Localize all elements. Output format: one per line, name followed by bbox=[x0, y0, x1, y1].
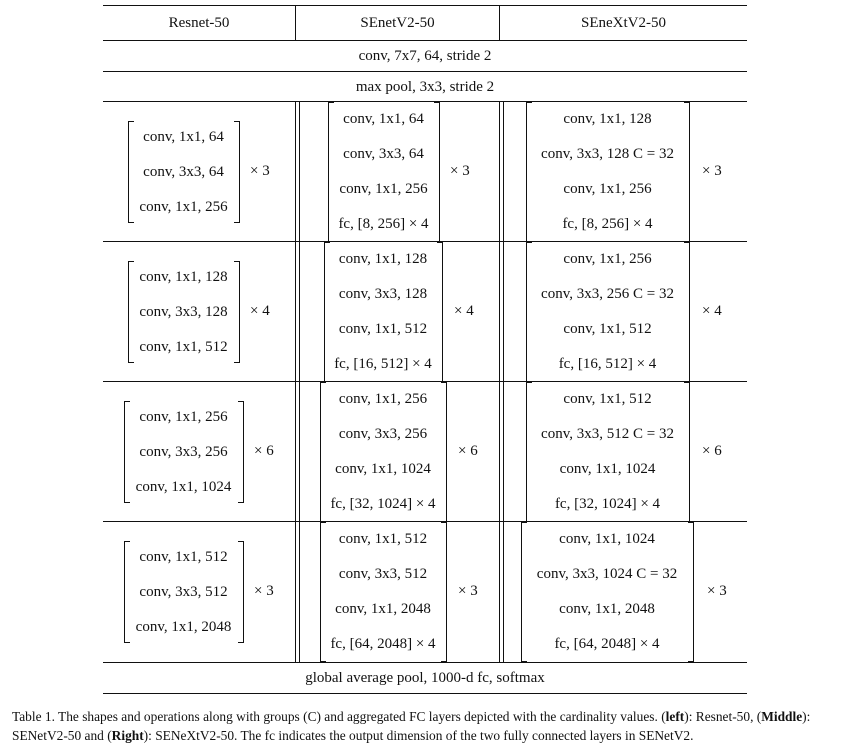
senet-layer-1: conv, 1x1, 256 bbox=[338, 391, 428, 407]
senet-repeat-count: × 6 bbox=[458, 443, 478, 459]
senext-layer-2: conv, 3x3, 512 C = 32 bbox=[541, 426, 674, 442]
header-resnet: Resnet-50 bbox=[168, 15, 230, 31]
body-separator-2a bbox=[499, 101, 500, 662]
resnet-repeat-count: × 6 bbox=[254, 443, 274, 459]
senext-layer-1: conv, 1x1, 1024 bbox=[559, 531, 655, 547]
resnet-layer-2: conv, 3x3, 256 bbox=[139, 444, 228, 460]
senext-layer-4: fc, [32, 1024] × 4 bbox=[554, 496, 661, 512]
caption-part2: ): Resnet-50, ( bbox=[684, 709, 762, 724]
senext-layer-4: fc, [16, 512] × 4 bbox=[558, 356, 657, 372]
senext-layer-1: conv, 1x1, 128 bbox=[563, 111, 652, 127]
senext-layer-4: fc, [64, 2048] × 4 bbox=[554, 636, 660, 652]
senet-repeat-count: × 3 bbox=[458, 583, 478, 599]
rule-pool bbox=[103, 101, 747, 102]
senext-layer-3: conv, 1x1, 1024 bbox=[559, 461, 656, 477]
caption-prefix: Table 1. The shapes and operations along with groups (C) and aggregated FC layers depicted with the cardinality values. ( bbox=[12, 709, 666, 724]
resnet-repeat-count: × 3 bbox=[254, 583, 274, 599]
senext-layer-2: conv, 3x3, 256 C = 32 bbox=[541, 286, 674, 302]
resnet-layer-3: conv, 1x1, 512 bbox=[139, 339, 228, 355]
caption-right-label: Right bbox=[111, 728, 144, 743]
caption-part4: ): SENeXtV2-50. The fc indicates the output dimension of the two fully connected layers in SENetV2. bbox=[143, 728, 694, 743]
row-conv1: conv, 7x7, 64, stride 2 bbox=[358, 48, 492, 64]
rule-stage2 bbox=[103, 381, 747, 382]
resnet-layer-2: conv, 3x3, 64 bbox=[143, 164, 224, 180]
senext-repeat-count: × 3 bbox=[707, 583, 727, 599]
senext-repeat-count: × 3 bbox=[702, 163, 722, 179]
header-senet: SEnetV2-50 bbox=[360, 15, 435, 31]
rule-bottom bbox=[103, 693, 747, 694]
senet-layer-3: conv, 1x1, 512 bbox=[338, 321, 428, 337]
table-caption bbox=[12, 707, 838, 745]
senext-layer-1: conv, 1x1, 256 bbox=[563, 251, 652, 267]
senet-repeat-count: × 4 bbox=[454, 303, 474, 319]
body-separator-1a bbox=[295, 101, 296, 662]
resnet-layer-2: conv, 3x3, 128 bbox=[139, 304, 228, 320]
senet-layer-2: conv, 3x3, 64 bbox=[343, 146, 424, 162]
senet-layer-4: fc, [8, 256] × 4 bbox=[338, 216, 429, 232]
resnet-layer-3: conv, 1x1, 2048 bbox=[135, 619, 232, 635]
caption-middle-label: Middle bbox=[761, 709, 803, 724]
resnet-layer-3: conv, 1x1, 1024 bbox=[135, 479, 232, 495]
body-separator-1b bbox=[299, 101, 300, 662]
senet-layer-2: conv, 3x3, 512 bbox=[338, 566, 428, 582]
header-senext: SEneXtV2-50 bbox=[581, 15, 666, 31]
body-separator-2b bbox=[503, 101, 504, 662]
resnet-repeat-count: × 3 bbox=[250, 163, 270, 179]
resnet-layer-1: conv, 1x1, 256 bbox=[139, 409, 228, 425]
senext-layer-3: conv, 1x1, 512 bbox=[563, 321, 652, 337]
senet-layer-1: conv, 1x1, 64 bbox=[343, 111, 424, 127]
senext-repeat-count: × 4 bbox=[702, 303, 722, 319]
resnet-layer-3: conv, 1x1, 256 bbox=[139, 199, 228, 215]
senext-layer-3: conv, 1x1, 256 bbox=[563, 181, 652, 197]
senet-layer-3: conv, 1x1, 2048 bbox=[335, 601, 431, 617]
row-footer: global average pool, 1000-d fc, softmax bbox=[305, 670, 545, 686]
caption-left-label: left bbox=[665, 709, 685, 724]
resnet-layer-1: conv, 1x1, 512 bbox=[139, 549, 228, 565]
rule-stage1 bbox=[103, 241, 747, 242]
senet-repeat-count: × 3 bbox=[450, 163, 470, 179]
resnet-repeat-count: × 4 bbox=[250, 303, 270, 319]
rule-stage3 bbox=[103, 521, 747, 522]
senet-layer-4: fc, [16, 512] × 4 bbox=[334, 356, 432, 372]
senext-layer-4: fc, [8, 256] × 4 bbox=[562, 216, 653, 232]
senext-layer-2: conv, 3x3, 1024 C = 32 bbox=[536, 566, 678, 582]
senext-layer-2: conv, 3x3, 128 C = 32 bbox=[541, 146, 674, 162]
senet-layer-2: conv, 3x3, 256 bbox=[338, 426, 428, 442]
senet-layer-4: fc, [32, 1024] × 4 bbox=[330, 496, 436, 512]
senet-layer-1: conv, 1x1, 512 bbox=[338, 531, 428, 547]
senext-layer-1: conv, 1x1, 512 bbox=[563, 391, 652, 407]
resnet-layer-1: conv, 1x1, 64 bbox=[143, 129, 224, 145]
senet-layer-2: conv, 3x3, 128 bbox=[338, 286, 428, 302]
senet-layer-1: conv, 1x1, 128 bbox=[338, 251, 428, 267]
senet-layer-4: fc, [64, 2048] × 4 bbox=[330, 636, 436, 652]
row-maxpool: max pool, 3x3, stride 2 bbox=[355, 79, 495, 95]
resnet-layer-1: conv, 1x1, 128 bbox=[139, 269, 228, 285]
senet-layer-3: conv, 1x1, 1024 bbox=[335, 461, 431, 477]
senext-repeat-count: × 6 bbox=[702, 443, 722, 459]
resnet-layer-2: conv, 3x3, 512 bbox=[139, 584, 228, 600]
senet-layer-3: conv, 1x1, 256 bbox=[339, 181, 428, 197]
caption-part3: ): SENetV2-50 and ( bbox=[12, 709, 811, 743]
senext-layer-3: conv, 1x1, 2048 bbox=[559, 601, 655, 617]
